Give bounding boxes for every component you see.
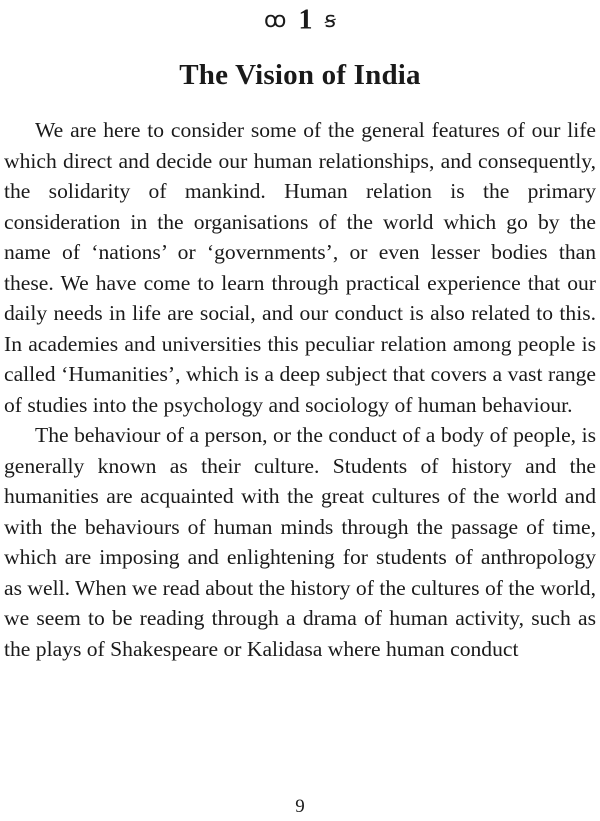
paragraph-1: We are here to consider some of the general features of our life which direct and decide our human relationships, and consequently, the solidarity of mankind. Human relation is the primary consideration in the organisations of the world which go by the name of ‘nations’ or ‘governments’, or even lesser bodies than these. We have come to learn through practical experience that our daily needs in life are social, and our conduct is also related to this. In academies and universities this peculiar relation among people is called ‘Humanities’, which is a deep subject that covers a vast range of studies into the psychology and sociology of human behaviour. [4, 118, 596, 417]
chapter-number: 1 [298, 4, 313, 36]
chapter-title: The Vision of India [179, 59, 421, 91]
paragraph-2: The behaviour of a person, or the conduct of a body of people, is generally known as their culture. Students of history and the humanities are acquainted with the great cultures of the world and with the behaviours of human minds through the passage of time, which are imposing and enlightening for students of anthropology as well. When we read about the history of the cultures of the world, we seem to be reading through a drama of human activity, such as the plays of Shakespeare or Kalidasa where human conduct [4, 423, 596, 661]
chapter-header [0, 2, 600, 38]
body-text [4, 115, 596, 664]
ornament-left-icon: ꝏ [264, 7, 287, 33]
page-number: 9 [295, 796, 305, 817]
ornament-right-icon: ꞩ [324, 7, 336, 33]
